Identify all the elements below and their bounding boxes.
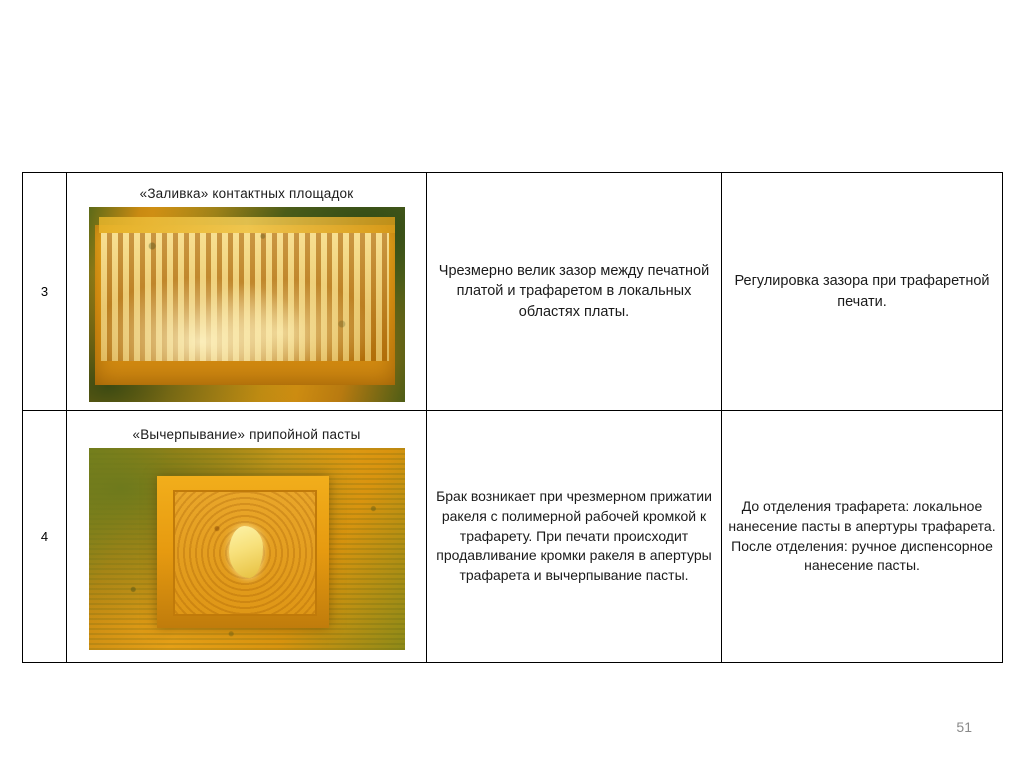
defect-description: Чрезмерно велик зазор между печатной платой и трафаретом в локальных областях платы. xyxy=(438,262,710,320)
row-remedy-cell xyxy=(722,411,1003,663)
row-image-cell xyxy=(67,173,427,411)
row-number-cell xyxy=(23,411,67,663)
row-description-cell xyxy=(427,173,722,411)
photo-noise-overlay xyxy=(89,448,405,650)
page-number: 51 xyxy=(956,719,972,735)
row-number: 4 xyxy=(40,529,49,544)
defect-table xyxy=(22,172,1003,663)
image-caption: «Вычерпывание» припойной пасты xyxy=(132,427,361,442)
row-image-cell xyxy=(67,411,427,663)
defect-remedy: Регулировка зазора при трафаретной печати. xyxy=(734,272,990,310)
row-description-cell xyxy=(427,411,722,663)
image-caption: «Заливка» контактных площадок xyxy=(139,185,354,201)
row-number: 3 xyxy=(40,284,49,299)
photo-paste-scooping xyxy=(89,448,405,650)
row-remedy-cell xyxy=(722,173,1003,411)
defect-description: Брак возникает при чрезмерном прижатии ракеля с полимерной рабочей кромкой к трафарету. При печати происходит продавливание кромки ракеля в апертуры трафарета и вычерпывание пасты. xyxy=(436,487,712,584)
defect-remedy: До отделения трафарета: локальное нанесение пасты в апертуры трафарета. После отделения: ручное диспенсорное нанесение пасты. xyxy=(728,497,996,574)
table-row xyxy=(23,411,1003,663)
row-number-cell xyxy=(23,173,67,411)
photo-solder-bridging-pads xyxy=(89,207,405,402)
defect-table-wrapper xyxy=(22,172,1002,664)
photo-noise-overlay xyxy=(89,207,405,402)
table-row xyxy=(23,173,1003,411)
